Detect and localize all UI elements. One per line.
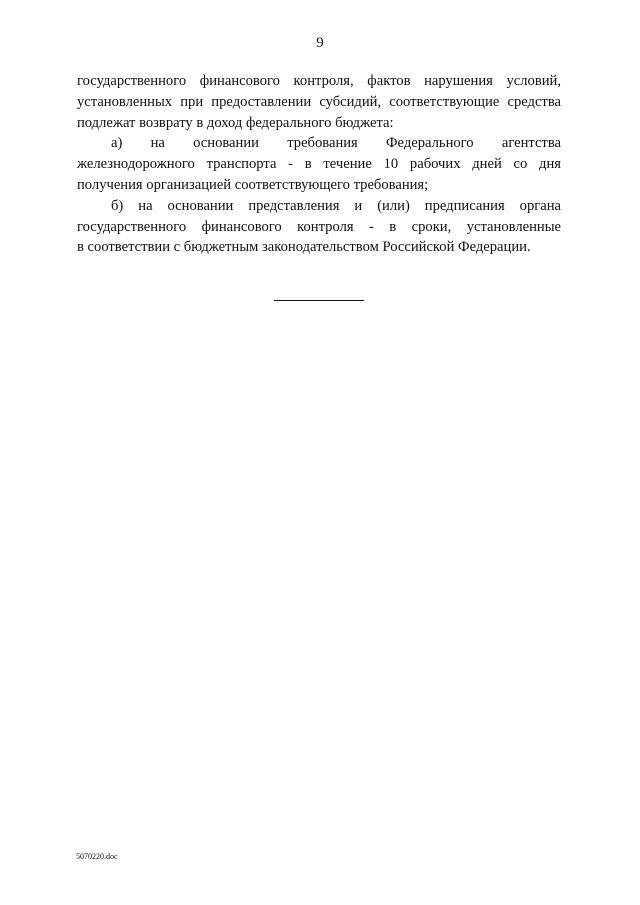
paragraph-1-line-3: подлежат возврату в доход федерального бюджета: [77, 114, 394, 131]
document-body [77, 71, 561, 258]
paragraph-2-line-3: получения организацией соответствующего требования; [77, 176, 429, 193]
file-reference: 5070220.doc [76, 852, 118, 861]
paragraph-1-line-2: установленных при предоставлении субсидий, соответствующие средства [77, 93, 561, 110]
paragraph-3-line-1: б) на основании представления и (или) предписания органа [111, 197, 561, 214]
paragraph-3-line-2: государственного финансового контроля - в сроки, установленные [77, 218, 561, 235]
page-number: 9 [316, 35, 324, 51]
end-separator-line [274, 300, 364, 301]
paragraph-3-line-3: в соответствии с бюджетным законодательством Российской Федерации. [77, 239, 531, 256]
paragraph-2-line-1: а) на основании требования Федерального агентства [111, 135, 561, 152]
paragraph-1-line-1: государственного финансового контроля, фактов нарушения условий, [77, 73, 561, 89]
paragraph-2-line-2: железнодорожного транспорта - в течение 10 рабочих дней со дня [77, 156, 561, 173]
